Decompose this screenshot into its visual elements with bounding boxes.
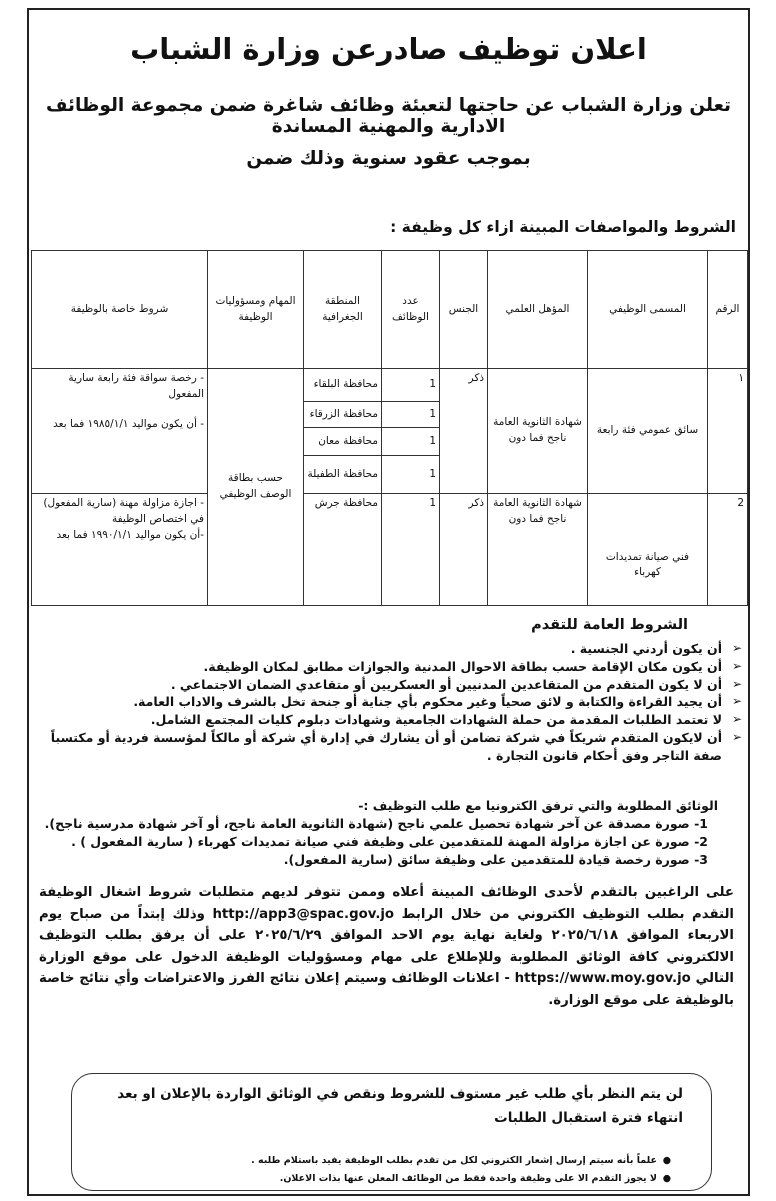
row1-count: 1 <box>382 456 440 494</box>
row2-qualification: شهادة الثانوية العامة ناجح فما دون <box>488 494 588 606</box>
row1-region: محافظة الطفيلة <box>304 456 382 494</box>
bullet-icon: ● <box>662 1155 671 1166</box>
row1-region: محافظة الزرقاء <box>304 402 382 428</box>
arrow-bullet-icon: ➢ <box>731 658 742 673</box>
list-item: ➢ لا تعتمد الطلبات المقدمة من حملة الشهادات الجامعية وشهادات دبلوم كليات المجتمع الشامل. <box>150 712 742 727</box>
list-item: ➢ أن لا يكون المتقدم من المتقاعدين المدنيين أو العسكريين أو متقاعدي الضمان الاجتماعي . <box>170 676 742 692</box>
row2-region: محافظة جرش <box>304 494 382 606</box>
row1-qualification: شهادة الثانوية العامة ناجح فما دون <box>488 369 588 494</box>
arrow-bullet-icon: ➢ <box>731 729 742 744</box>
row1-special <box>32 369 208 494</box>
header-special: شروط خاصة بالوظيفة <box>32 251 208 369</box>
arrow-bullet-icon: ➢ <box>731 641 742 655</box>
duties-cell: حسب بطاقة الوصف الوظيفي <box>208 369 304 606</box>
row2-special-1: - اجازة مزاولة مهنة (سارية المفعول) في اختصاص الوظيفة <box>43 497 204 525</box>
general-conditions-list <box>35 640 744 764</box>
row1-count: 1 <box>382 402 440 428</box>
application-paragraph <box>39 882 734 1011</box>
apply-text-2: وذلك إبتداً من صباح يوم الاربعاء الموافق ٢٠٢٥/٦/١٨ ولغاية نهاية يوم الاحد الموافق ٢٠٢٥/٦/٢٩ على أن يرفق بطلب التوظيف الالكتروني كافة الوثائق المطلوبة وللإطلاع على مهام ومسؤوليات الوظيفة الدخول على موقع الوزارة التالي <box>39 906 734 987</box>
list-item: ➢ أن يجيد القراءة والكتابة و لائق صحياً وغير محكوم بأي جناية أو جنحة تخل بالشرف والاداب العامة. <box>133 694 742 710</box>
list-item: ➢ أن لايكون المتقدم شريكاً في شركة تضامن أو أن يشارك في إدارة أي شركة أو مالكاً لمؤسسة فردية أو مكتسباً صفة التاجر وفق أحكام قانون التجارة . <box>50 729 742 763</box>
list-item: 2- صورة عن اجازة مزاولة المهنة للمتقدمين على وظيفة فني صيانة تمديدات كهرباء ( سارية المفعول ) . <box>71 833 708 849</box>
documents-list <box>45 815 708 868</box>
list-item: ● لا يجوز التقدم الا على وظيفة واحدة فقط من الوظائف المعلن عنها بذات الاعلان. <box>88 1170 671 1188</box>
header-duties: المهام ومسؤوليات الوظيفة <box>208 251 304 369</box>
row2-count: 1 <box>382 494 440 606</box>
header-title: المسمى الوظيفي <box>588 251 708 369</box>
notice-main-text: لن يتم النظر بأي طلب غير مستوف للشروط ونقص في الوثائق الواردة بالإعلان او بعد انتهاء فترة استقبال الطلبات <box>117 1086 683 1127</box>
jobs-table <box>31 250 748 606</box>
announcement-title: اعلان توظيف صادرعن وزارة الشباب <box>130 32 647 66</box>
row1-special-1: - رخصة سواقة فئة رابعة سارية المفعول <box>68 372 204 400</box>
bullet-icon: ● <box>662 1173 671 1185</box>
table-row <box>32 494 748 606</box>
table-header-row <box>32 251 748 369</box>
row2-num: 2 <box>708 494 748 606</box>
row1-title: سائق عمومي فئة رابعة <box>588 369 708 494</box>
arrow-bullet-icon: ➢ <box>731 712 742 726</box>
row2-title: فني صيانة تمديدات كهرباء <box>588 494 708 606</box>
job-announcement <box>27 8 750 1196</box>
row1-count: 1 <box>382 369 440 402</box>
row1-special-2: - أن يكون مواليد ١٩٨٥/١/١ فما بعد <box>53 417 204 430</box>
row1-region: محافظة معان <box>304 428 382 456</box>
table-row <box>32 369 748 402</box>
application-link[interactable]: http://app3@spac.gov.jo <box>212 906 395 922</box>
arrow-bullet-icon: ➢ <box>731 676 742 691</box>
general-conditions-heading: الشروط العامة للتقدم <box>531 617 688 633</box>
apply-text-3: - اعلانات الوظائف وسيتم إعلان نتائج الفرز والاعتراضات وأي نتائج خاصة بالوظيفة على موقع الوزارة. <box>39 971 734 1008</box>
conditions-heading: الشروط والمواصفات المبينة ازاء كل وظيفة : <box>390 218 736 236</box>
row2-gender: ذكر <box>440 494 488 606</box>
row1-region: محافظة البلقاء <box>304 369 382 402</box>
row2-special-2: -أن يكون مواليد ١٩٩٠/١/١ فما بعد <box>56 528 204 541</box>
list-item: ➢ أن يكون أردني الجنسية . <box>570 641 742 656</box>
ministry-website-link[interactable]: https://www.moy.gov.jo <box>514 971 691 987</box>
header-num: الرقم <box>708 251 748 369</box>
list-item: ● علماً بأنه سيتم إرسال إشعار الكتروني لكل من تقدم بطلب الوظيفة يفيد باستلام طلبه . <box>88 1152 671 1170</box>
header-count: عدد الوظائف <box>382 251 440 369</box>
row1-count: 1 <box>382 428 440 456</box>
list-item: 1- صورة مصدقة عن آخر شهادة تحصيل علمي ناجح (شهادة الثانوية العامة ناجح، أو آخر شهادة مدرسية ناجح). <box>44 816 708 831</box>
notice-box <box>71 1073 712 1191</box>
row1-gender: ذكر <box>440 369 488 494</box>
arrow-bullet-icon: ➢ <box>731 694 742 709</box>
intro-line-1: تعلن وزارة الشباب عن حاجتها لتعبئة وظائف شاغرة ضمن مجموعة الوظائف الادارية والمهنية المساندة <box>46 95 731 137</box>
documents-heading: الوثائق المطلوبة والتي ترفق الكترونيا مع طلب التوظيف :- <box>358 798 718 813</box>
header-region: المنطقة الجغرافية <box>304 251 382 369</box>
list-item: ➢ أن يكون مكان الإقامة حسب بطاقة الاحوال المدنية والجوازات مطابق لمكان الوظيفة. <box>203 658 742 674</box>
notice-notes-list <box>88 1152 671 1188</box>
row2-special <box>32 494 208 606</box>
intro-line-2: بموجب عقود سنوية وذلك ضمن <box>246 148 531 169</box>
header-gender: الجنس <box>440 251 488 369</box>
row1-num: ١ <box>708 369 748 494</box>
apply-text-1: على الراغبين بالتقدم لأحدى الوظائف المبينة أعلاه وممن تتوفر لديهم متطلبات شروط اشغال الوظيفة التقدم بطلب التوظيف الكتروني من خلال الرابط <box>39 885 734 922</box>
header-qualification: المؤهل العلمي <box>488 251 588 369</box>
list-item: 3- صورة رخصة قيادة للمتقدمين على وظيفة سائق (سارية المفعول). <box>283 851 708 867</box>
